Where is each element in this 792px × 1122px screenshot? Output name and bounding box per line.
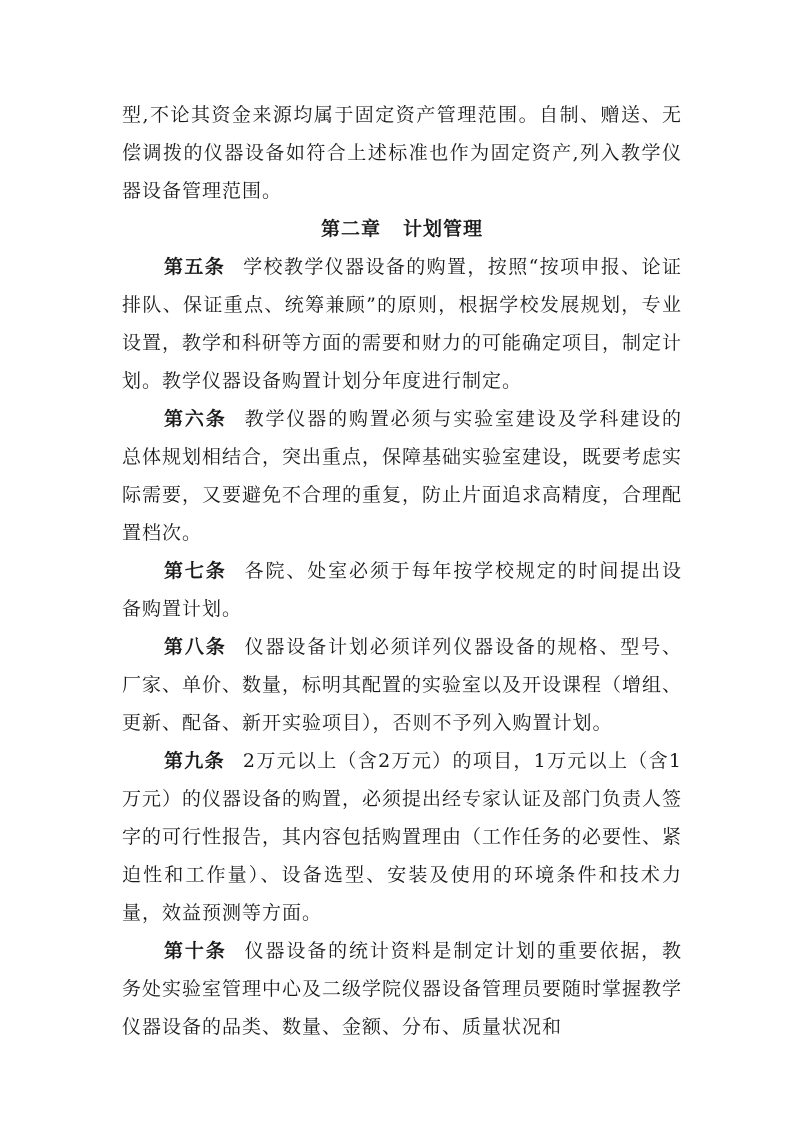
chapter-heading — [122, 210, 682, 248]
article-8 — [122, 628, 682, 742]
article-label: 第九条 — [164, 750, 225, 772]
article-text: 各院、处室必须于每年按学校规定的时间提出设备购置计划。 — [122, 560, 682, 620]
article-text: 2万元以上（含2万元）的项目，1万元以上（含1万元）的仪器设备的购置，必须提出经专家认证及部门负责人签字的可行性报告，其内容包括购置理由（工作任务的必要性、紧迫性和工作量）、设备选型、安装及使用的环境条件和技术力量，效益预测等方面。 — [122, 750, 683, 924]
article-label: 第七条 — [164, 560, 227, 582]
article-10 — [122, 932, 682, 1046]
article-text: 仪器设备计划必须详列仪器设备的规格、型号、厂家、单价、数量，标明其配置的实验室以及开设课程（增组、更新、配备、新开实验项目），否则不予列入购置计划。 — [122, 636, 683, 734]
article-text: 教学仪器的购置必须与实验室建设及学科建设的总体规划相结合，突出重点，保障基础实验室建设，既要考虑实际需要，又要避免不合理的重复，防止片面追求高精度，合理配置档次。 — [122, 408, 683, 544]
article-label: 第五条 — [164, 256, 226, 278]
article-text: 仪器设备的统计资料是制定计划的重要依据，教务处实验室管理中心及二级学院仪器设备管理员要随时掌握教学仪器设备的品类、数量、金额、分布、质量状况和 — [122, 940, 683, 1038]
article-5 — [122, 248, 682, 400]
article-6 — [122, 400, 682, 552]
article-label: 第六条 — [164, 408, 227, 430]
chapter-title: 计划管理 — [403, 218, 484, 240]
document-body — [122, 96, 682, 1046]
article-text: 学校教学仪器设备的购置，按照“按项申报、论证排队、保证重点、统筹兼顾”的原则，根据学校发展规划，专业设置，教学和科研等方面的需要和财力的可能确定项目，制定计划。教学仪器设备购置计划分年度进行制定。 — [122, 256, 683, 392]
article-7 — [122, 552, 682, 628]
article-9 — [122, 742, 682, 932]
chapter-number: 第二章 — [320, 218, 381, 240]
article-label: 第十条 — [164, 940, 227, 962]
article-label: 第八条 — [164, 636, 227, 658]
opening-paragraph: 型,不论其资金来源均属于固定资产管理范围。自制、赠送、无偿调拨的仪器设备如符合上述标准也作为固定资产,列入教学仪器设备管理范围。 — [122, 104, 682, 202]
